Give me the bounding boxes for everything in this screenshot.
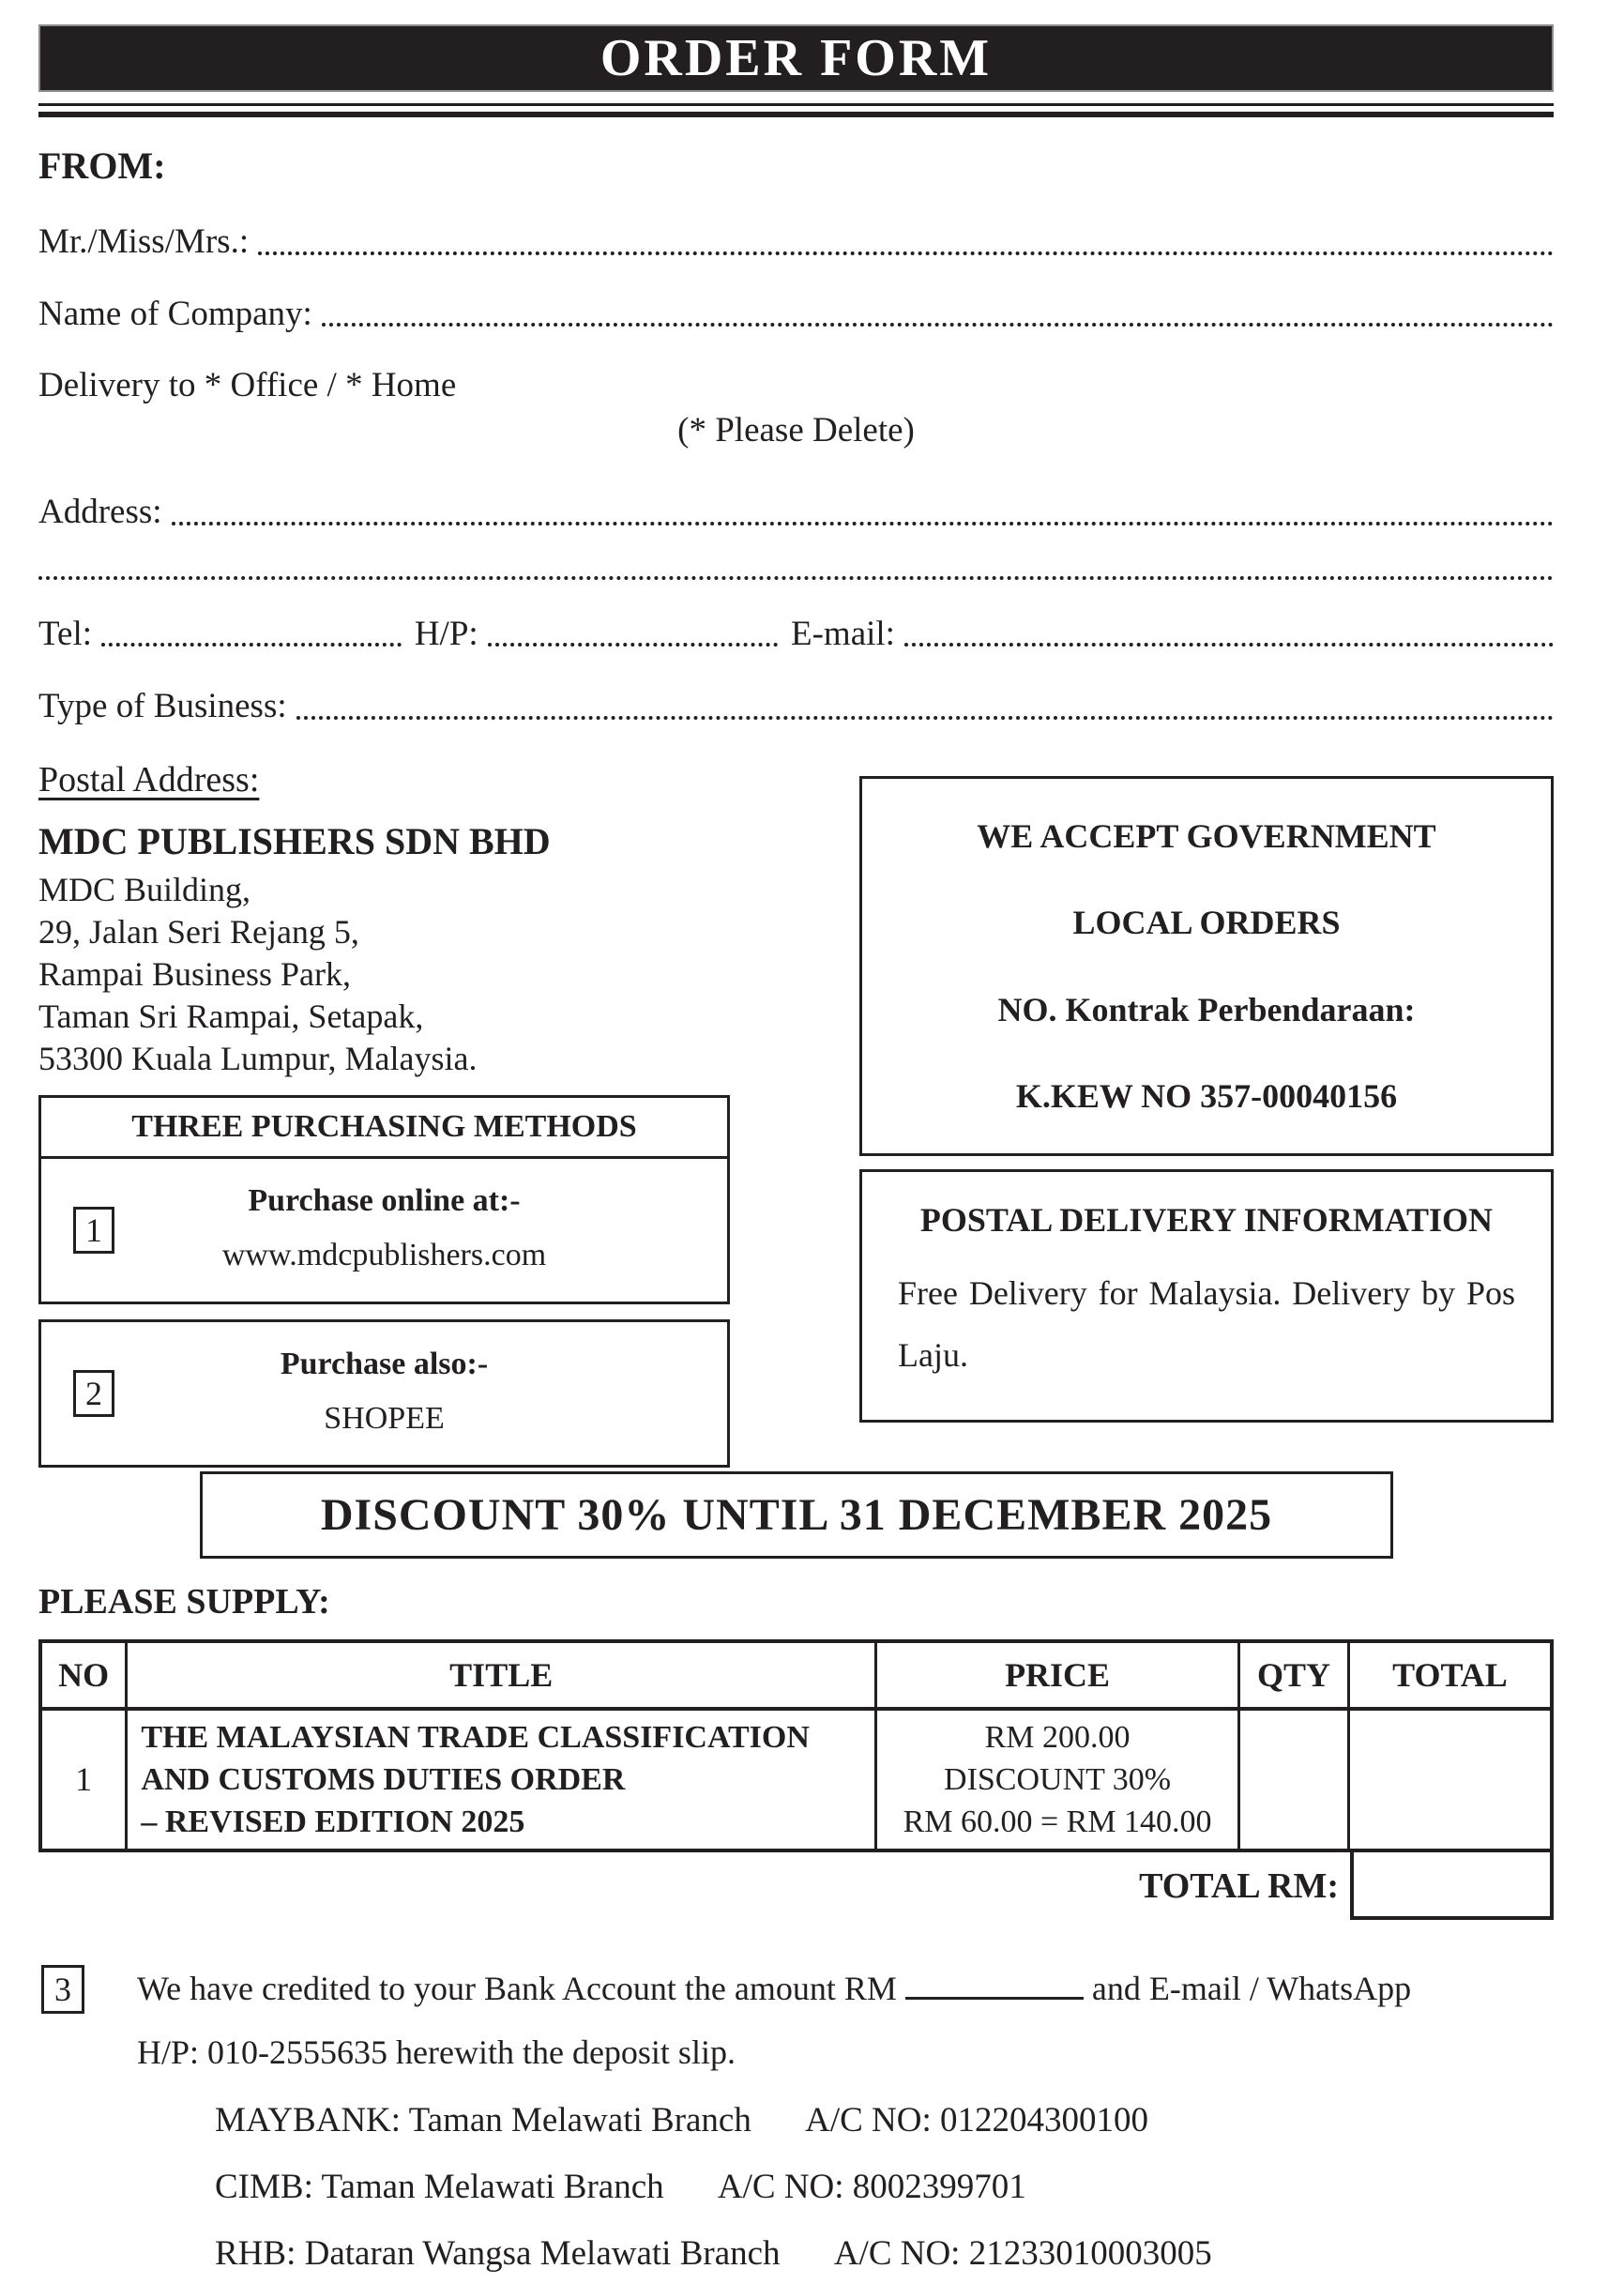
- table-header-row: [40, 1641, 1552, 1709]
- from-heading: FROM:: [38, 145, 166, 187]
- bank-accounts-list: [215, 2100, 1554, 2274]
- col-header-qty: QTY: [1239, 1641, 1349, 1709]
- item-title-line: – REVISED EDITION 2025: [141, 1804, 525, 1839]
- right-column: [859, 776, 1554, 1468]
- item-price: [876, 1709, 1239, 1850]
- col-header-no: NO: [40, 1641, 127, 1709]
- item-title-line: AND CUSTOMS DUTIES ORDER: [141, 1761, 626, 1797]
- method-2-title: Purchase also:-: [280, 1346, 489, 1381]
- col-header-price: PRICE: [876, 1641, 1239, 1709]
- payment-text-after-blank: and E-mail / WhatsApp: [1091, 1969, 1412, 2007]
- page-title: ORDER FORM: [600, 29, 993, 87]
- bank-row-rhb: [215, 2233, 1554, 2274]
- address-label: Address:: [38, 492, 162, 531]
- address-line: Rampai Business Park,: [38, 954, 351, 993]
- tel-label: Tel:: [38, 614, 92, 653]
- left-column: [38, 759, 730, 1468]
- name-fill-line[interactable]: [258, 251, 1554, 255]
- method-2-platform: SHOPEE: [324, 1400, 445, 1436]
- purchasing-methods-heading: THREE PURCHASING METHODS: [41, 1098, 727, 1159]
- field-row-contacts: [38, 614, 1554, 655]
- business-label: Type of Business:: [38, 687, 287, 726]
- gov-orders-line: LOCAL ORDERS: [1072, 904, 1341, 942]
- gov-contract-number: K.KEW NO 357-00040156: [1015, 1076, 1398, 1115]
- purchasing-methods-box: [38, 1095, 730, 1304]
- title-bar: [38, 24, 1554, 92]
- name-label: Mr./Miss/Mrs.:: [38, 222, 250, 261]
- field-row-business: [38, 686, 1554, 727]
- method-3-number-badge: 3: [41, 1965, 84, 2014]
- total-rm-input-box[interactable]: [1350, 1852, 1554, 1920]
- item-qty-cell[interactable]: [1239, 1709, 1349, 1850]
- method-1-website-link[interactable]: www.mdcpublishers.com: [221, 1237, 547, 1272]
- delivery-label: Delivery to * Office / * Home: [38, 366, 457, 405]
- company-label: Name of Company:: [38, 294, 312, 333]
- col-header-title: TITLE: [127, 1641, 876, 1709]
- gov-orders-line: WE ACCEPT GOVERNMENT: [977, 816, 1436, 855]
- purchasing-method-2-box: [38, 1319, 730, 1468]
- address-line: 29, Jalan Seri Rejang 5,: [38, 912, 359, 951]
- item-total-cell[interactable]: [1348, 1709, 1552, 1850]
- bank-branch: RHB: Dataran Wangsa Melawati Branch: [215, 2233, 781, 2273]
- method-2-number-badge: 2: [73, 1370, 114, 1417]
- bank-branch: MAYBANK: Taman Melawati Branch: [215, 2100, 751, 2139]
- field-row-address: [38, 492, 1554, 533]
- bank-account-number: A/C NO: 21233010003005: [833, 2233, 1212, 2273]
- bank-account-number: A/C NO: 8002399701: [717, 2167, 1026, 2206]
- address-fill-line-2[interactable]: [38, 576, 1554, 580]
- grand-total-row: [38, 1852, 1554, 1920]
- total-rm-label: TOTAL RM:: [1139, 1865, 1339, 1906]
- postal-address-heading: Postal Address:: [38, 759, 260, 799]
- bank-row-cimb: [215, 2167, 1554, 2207]
- postal-delivery-heading: POSTAL DELIVERY INFORMATION: [919, 1200, 1494, 1239]
- please-supply-heading: PLEASE SUPPLY:: [38, 1581, 330, 1622]
- item-price-line: DISCOUNT 30%: [944, 1761, 1172, 1797]
- hp-label: H/P:: [414, 614, 478, 653]
- item-title: [127, 1709, 876, 1850]
- item-title-line: THE MALAYSIAN TRADE CLASSIFICATION: [141, 1719, 810, 1755]
- col-header-total: TOTAL: [1348, 1641, 1552, 1709]
- payment-line-1: [137, 1965, 1411, 2008]
- bank-account-number: A/C NO: 012204300100: [805, 2100, 1149, 2139]
- please-delete-note: (* Please Delete): [677, 410, 915, 449]
- business-fill-line[interactable]: [296, 716, 1554, 720]
- item-no: 1: [40, 1709, 127, 1850]
- address-line: 53300 Kuala Lumpur, Malaysia.: [38, 1039, 478, 1077]
- middle-columns: [38, 759, 1554, 1468]
- publisher-name: MDC PUBLISHERS SDN BHD: [38, 819, 551, 862]
- tel-fill-line[interactable]: [101, 643, 402, 647]
- bank-branch: CIMB: Taman Melawati Branch: [215, 2167, 664, 2206]
- item-price-line: RM 200.00: [984, 1719, 1131, 1755]
- field-row-name: [38, 221, 1554, 263]
- address-fill-line[interactable]: [172, 522, 1554, 525]
- field-row-company: [38, 294, 1554, 335]
- payment-text-before-blank: We have credited to your Bank Account the amount RM: [137, 1969, 897, 2007]
- email-fill-line[interactable]: [904, 643, 1554, 647]
- bank-row-maybank: [215, 2100, 1554, 2140]
- payment-line-2: H/P: 010-2555635 herewith the deposit slip.: [137, 2033, 736, 2071]
- double-rule-divider: [38, 103, 1554, 117]
- address-line: MDC Building,: [38, 870, 251, 908]
- purchasing-method-1: [41, 1159, 727, 1302]
- method-1-number-badge: 1: [73, 1207, 114, 1254]
- method-1-title: Purchase online at:-: [248, 1182, 521, 1218]
- order-items-table: [38, 1639, 1554, 1852]
- publisher-address: [38, 869, 730, 1080]
- email-label: E-mail:: [791, 614, 895, 653]
- item-price-line: RM 60.00 = RM 140.00: [903, 1804, 1212, 1839]
- hp-fill-line[interactable]: [488, 643, 778, 647]
- discount-banner: DISCOUNT 30% UNTIL 31 DECEMBER 2025: [200, 1471, 1393, 1559]
- field-row-delivery: [38, 365, 1554, 406]
- table-row: [40, 1709, 1552, 1850]
- postal-delivery-body: Free Delivery for Malaysia. Delivery by Pos Laju.: [898, 1273, 1515, 1374]
- address-line: Taman Sri Rampai, Setapak,: [38, 997, 424, 1035]
- postal-delivery-box: [859, 1169, 1554, 1423]
- purchasing-method-2: [41, 1322, 727, 1465]
- gov-contract-label: NO. Kontrak Perbendaraan:: [997, 990, 1416, 1028]
- government-orders-box: [859, 776, 1554, 1156]
- company-fill-line[interactable]: [322, 323, 1554, 327]
- payment-method-3: [38, 1965, 1554, 2072]
- payment-instructions: [137, 1965, 1411, 2072]
- amount-blank-line[interactable]: [905, 1965, 1084, 2000]
